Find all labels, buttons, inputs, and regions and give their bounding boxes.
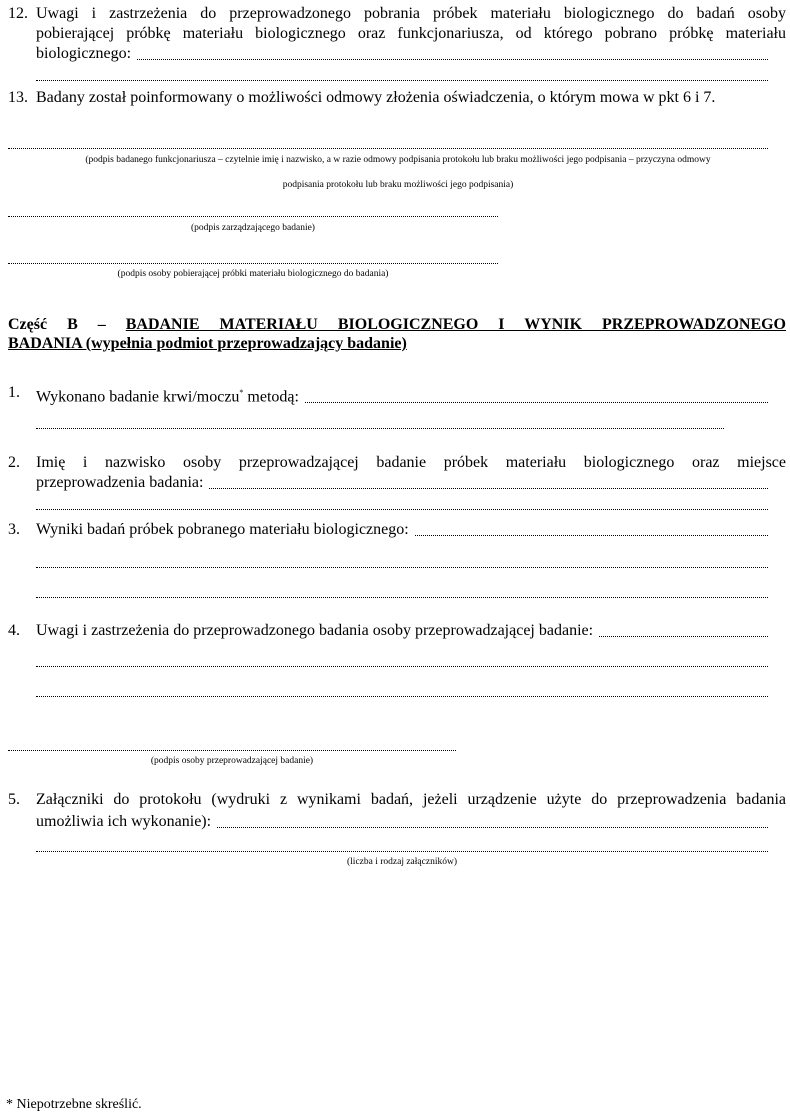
collector-signature-caption: (podpis osoby pobierającej próbki materiału biologicznego do badania) [117,269,389,279]
ordering-signature-line[interactable] [8,216,498,217]
b-item-3-answer-line-2[interactable] [36,567,768,568]
examiner-signature-caption: (podpis osoby przeprowadzającej badanie) [150,756,314,766]
ordering-signature-caption: (podpis zarządzającego badanie) [191,223,315,233]
b-item-1-text-after: metodą: [243,388,299,406]
item-12-answer-line-1[interactable] [137,59,768,60]
b-item-4-answer-line-3[interactable] [36,696,768,697]
b-item-2-line2: przeprowadzenia badania: [36,474,204,491]
b-item-2-answer-line-1[interactable] [209,488,768,489]
b-item-3-number: 3. [8,521,20,538]
b-item-5-answer-line-2[interactable] [36,851,768,852]
item-12-number: 12. [8,5,28,22]
section-b-title-2: BADANIA (wypełnia podmiot przeprowadzający badanie) [8,335,407,352]
item-12-line1: Uwagi i zastrzeżenia do przeprowadzonego pobrania próbek materiału biologicznego do badań osoby [36,5,786,22]
b-item-1-number: 1. [8,384,20,401]
b-item-5-line1: Załączniki do protokołu (wydruki z wynikami badań, jeżeli urządzenie użyte do przeprowadzenia badania [36,791,786,808]
item-13-text: Badany został poinformowany o możliwości odmowy złożenia oświadczenia, o którym mowa w pkt 6 i 7. [36,89,716,106]
b-item-1-answer-line-1[interactable] [305,402,768,403]
examined-signature-line[interactable] [8,148,768,149]
item-12-answer-line-2[interactable] [36,80,768,81]
b-item-5-caption: (liczba i rodzaj załączników) [347,857,457,867]
b-item-2-row [36,473,768,493]
b-item-1-answer-line-2[interactable] [36,428,724,429]
item-13-number: 13. [8,89,28,106]
examiner-signature-line[interactable] [8,750,456,751]
item-12-line3: biologicznego: [36,45,132,62]
b-item-3-row [36,520,768,540]
b-item-5-line2: umożliwia ich wykonanie): [36,813,212,830]
examined-signature-caption-1: (podpis badanego funkcjonariusza – czytelnie imię i nazwisko, a w razie odmowy podpisania protokołu lub braku możliwości jego podpisania – przyczyna odmowy [85,155,711,165]
b-item-4-answer-line-2[interactable] [36,666,768,667]
b-item-4-text: Uwagi i zastrzeżenia do przeprowadzonego badania osoby przeprowadzającej badanie: [36,622,594,639]
b-item-2-line1: Imię i nazwisko osoby przeprowadzającej badanie próbek materiału biologicznego oraz miejsce [36,454,786,471]
b-item-5-row [36,812,768,832]
b-item-4-number: 4. [8,622,20,639]
item-12-line2: pobierającej próbkę materiału biologicznego oraz funkcjonariusza, od którego pobrano próbkę materiału [36,25,786,42]
item-12-answer-row [36,44,768,64]
collector-signature-line[interactable] [8,263,498,264]
b-item-2-number: 2. [8,454,20,471]
b-item-3-answer-line-1[interactable] [415,535,768,536]
footnote: * Niepotrzebne skreślić. [6,1097,142,1112]
b-item-1-text: Wykonano badanie krwi/moczu [36,388,240,406]
b-item-5-answer-line-1[interactable] [217,827,768,828]
b-item-4-answer-line-1[interactable] [599,636,768,637]
examined-signature-caption-2: podpisania protokołu lub braku możliwości jego podpisania) [282,180,514,190]
b-item-2-answer-line-2[interactable] [36,509,768,510]
b-item-1-row [36,383,768,407]
b-item-4-row [36,621,768,641]
b-item-3-answer-line-3[interactable] [36,597,768,598]
b-item-3-text: Wyniki badań próbek pobranego materiału biologicznego: [36,521,409,538]
b-item-5-number: 5. [8,791,20,808]
section-b-prefix: Część B – [8,316,106,333]
section-b-heading-line1 [8,315,786,335]
footnote-mark: * [239,388,244,397]
section-b-title-1: BADANIE MATERIAŁU BIOLOGICZNEGO I WYNIK PRZEPROWADZONEGO [125,316,787,333]
